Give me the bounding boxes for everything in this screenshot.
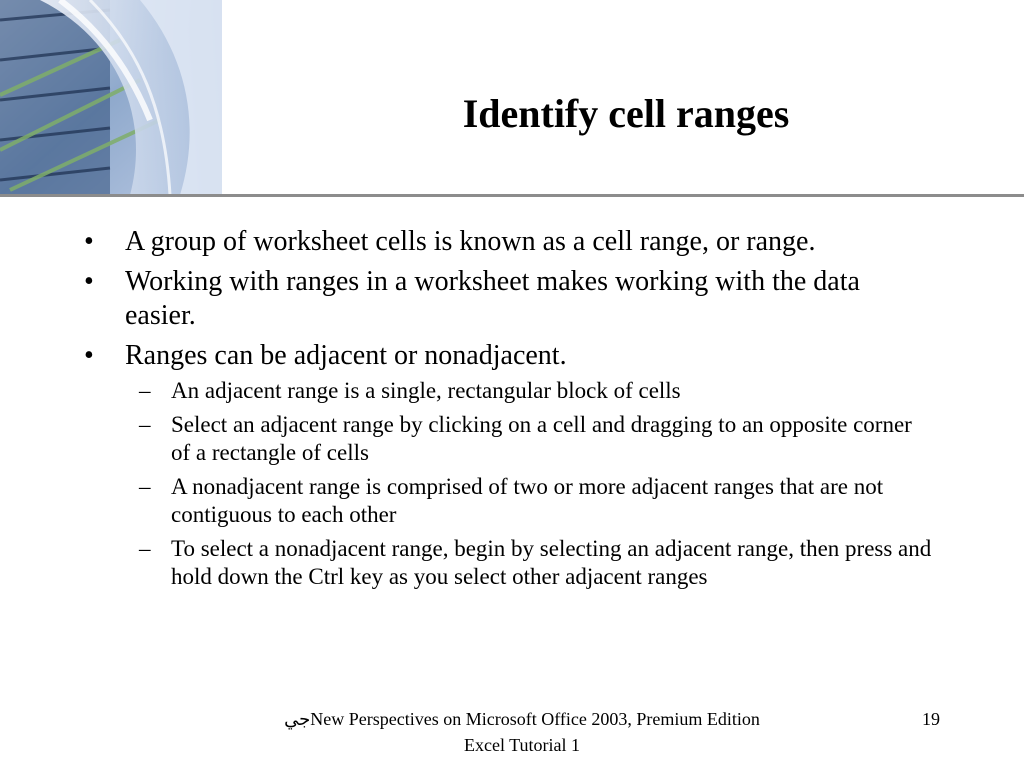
bullet-item [84, 265, 934, 333]
sub-bullet-item [84, 535, 934, 591]
bullet-item [84, 225, 934, 259]
title-divider [0, 194, 1024, 197]
sub-bullet-text: A nonadjacent range is comprised of two or more adjacent ranges that are not contiguous to each other [171, 474, 884, 527]
sub-bullet-text: An adjacent range is a single, rectangular block of cells [171, 378, 681, 403]
bullet-marker: • [84, 340, 94, 371]
slide-content [84, 225, 934, 597]
sub-bullet-item [84, 377, 934, 405]
bullet-marker: • [84, 226, 94, 257]
bullet-text: Ranges can be adjacent or nonadjacent. [125, 340, 567, 371]
sub-bullet-marker: – [139, 536, 151, 561]
footer-text: جيNew Perspectives on Microsoft Office 2003, Premium Edition Excel Tutorial 1 [284, 709, 760, 755]
sub-bullet-text: To select a nonadjacent range, begin by selecting an adjacent range, then press and hold down the Ctrl key as you select other adjacent ranges [171, 536, 932, 589]
slide-title: Identify cell ranges [462, 91, 790, 136]
bullet-text: A group of worksheet cells is known as a cell range, or range. [125, 226, 816, 257]
corner-decorative-image [0, 0, 222, 195]
sub-bullet-item [84, 473, 934, 529]
sub-bullet-text: Select an adjacent range by clicking on a cell and dragging to an opposite corner of a rectangle of cells [171, 412, 912, 465]
sub-bullet-marker: – [139, 378, 151, 403]
bullet-item [84, 339, 934, 373]
page-number: 19 [922, 709, 940, 729]
sub-bullet-marker: – [139, 412, 151, 437]
sub-bullet-item [84, 411, 934, 467]
bullet-text: Working with ranges in a worksheet makes working with the data easier. [125, 266, 860, 331]
bullet-marker: • [84, 266, 94, 297]
sub-bullet-marker: – [139, 474, 151, 499]
